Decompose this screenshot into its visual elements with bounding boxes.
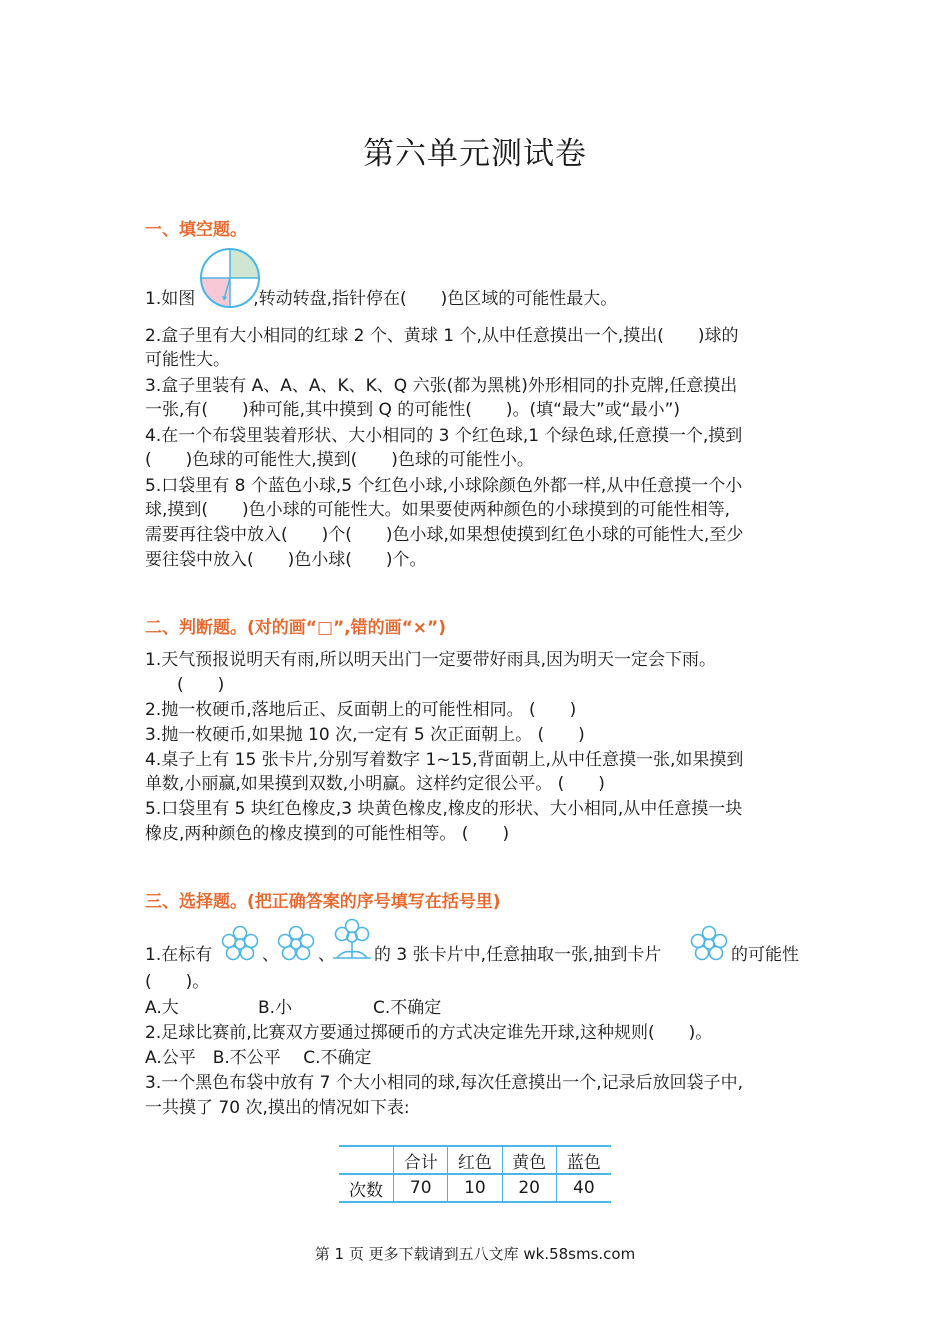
s3-q1-line2: ( )。 [145, 972, 210, 992]
flower-card-icon-2 [275, 924, 317, 962]
table-header-cell: 黄色 [502, 1146, 556, 1174]
table-header-cell: 蓝色 [556, 1146, 611, 1174]
section3-heading: 三、选择题。(把正确答案的序号填写在括号里) [145, 892, 501, 912]
s3-q1-option-c: C.不确定 [373, 998, 442, 1018]
section1-heading: 一、填空题。 [145, 220, 247, 240]
s2-line-8: 橡皮,两种颜色的橡皮摸到的可能性相等。 ( ) [145, 824, 510, 844]
table-cell: 40 [556, 1174, 611, 1202]
s1-question-4-line2: ( )色球的可能性大,摸到( )色球的可能性小。 [145, 450, 534, 470]
table-cell: 20 [502, 1174, 556, 1202]
s1-question-3-line1: 3.盒子里装有 A、A、A、K、K、Q 六张(都为黑桃)外形相同的扑克牌,任意摸出 [145, 376, 738, 396]
flower-card-icon-1 [219, 924, 261, 962]
s2-line-2: ( ) [160, 675, 225, 695]
s1-question-3-line2: 一张,有( )种可能,其中摸到 Q 的可能性( )。(填“最大”或“最小”) [145, 400, 681, 420]
table-cell: 次数 [339, 1174, 394, 1202]
s3-q2: 2.足球比赛前,比赛双方要通过掷硬币的方式决定谁先开球,这种规则( )。 [145, 1023, 713, 1043]
flower-card-icon-3 [688, 924, 730, 962]
s3-q1-option-a: A.大 [145, 998, 179, 1018]
s2-line-7: 5.口袋里有 5 块红色橡皮,3 块黄色橡皮,橡皮的形状、大小相同,从中任意摸一块 [145, 799, 743, 819]
s2-line-3: 2.抛一枚硬币,落地后正、反面朝上的可能性相同。 ( ) [145, 700, 577, 720]
s1-question-2-line1: 2.盒子里有大小相同的红球 2 个、黄球 1 个,从中任意摸出一个,摸出( )球的 [145, 326, 739, 346]
s1-q1-post: ,转动转盘,指针停在( )色区域的可能性最大。 [253, 289, 618, 309]
s1-question-2-line2: 可能性大。 [145, 350, 230, 370]
s1-question-5-line3: 需要再往袋中放入( )个( )色小球,如果想使摸到红色小球的可能性大,至少 [145, 525, 744, 545]
s3-q3-line2: 一共摸了 70 次,摸出的情况如下表: [145, 1098, 410, 1118]
table-header-cell [339, 1146, 394, 1174]
page-title: 第六单元测试卷 [363, 136, 587, 172]
spinner-icon [199, 247, 261, 309]
s3-q1-post: 的可能性 [731, 945, 799, 965]
s3-q3-line1: 3.一个黑色布袋中放有 7 个大小相同的球,每次任意摸出一个,记录后放回袋子中, [145, 1073, 744, 1093]
table-row [339, 1174, 611, 1202]
table-cell: 10 [448, 1174, 502, 1202]
s1-question-5-line1: 5.口袋里有 8 个蓝色小球,5 个红色小球,小球除颜色外都一样,从中任意摸一个小 [145, 476, 743, 496]
s3-q1-mid: 的 3 张卡片中,任意抽取一张,抽到卡片 [374, 945, 662, 965]
results-table [339, 1145, 611, 1203]
flower-stem-card-icon [331, 918, 373, 962]
s3-q1-option-b: B.小 [258, 998, 293, 1018]
table-cell: 70 [394, 1174, 448, 1202]
s1-q1-pre: 1.如图 [145, 289, 196, 309]
s3-q1-sep1: 、 [262, 945, 279, 965]
page-footer: 第 1 页 更多下载请到五八文库 wk.58sms.com [314, 1245, 636, 1263]
section2-heading: 二、判断题。(对的画“□”,错的画“×”) [145, 618, 446, 638]
s1-question-5-line4: 要往袋中放入( )色小球( )个。 [145, 550, 427, 570]
table-header-cell: 红色 [448, 1146, 502, 1174]
s2-line-4: 3.抛一枚硬币,如果抛 10 次,一定有 5 次正面朝上。 ( ) [145, 725, 585, 745]
table-header-row [339, 1146, 611, 1174]
s3-q1-sep2: 、 [318, 945, 335, 965]
s2-line-1: 1.天气预报说明天有雨,所以明天出门一定要带好雨具,因为明天一定会下雨。 [145, 650, 717, 670]
s3-q1-line1: 1.在标有 [145, 945, 213, 965]
s1-question-5-line2: 球,摸到( )色小球的可能性大。如果要使两种颜色的小球摸到的可能性相等, [145, 500, 731, 520]
s2-line-5: 4.桌子上有 15 张卡片,分别写着数字 1~15,背面朝上,从中任意摸一张,如果摸到 [145, 750, 744, 770]
s1-question-4-line1: 4.在一个布袋里装着形状、大小相同的 3 个红色球,1 个绿色球,任意摸一个,摸到 [145, 426, 743, 446]
s3-q2-options: A.公平 B.不公平 C.不确定 [145, 1048, 372, 1068]
s2-line-6: 单数,小丽赢,如果摸到双数,小明赢。这样约定很公平。 ( ) [145, 774, 605, 794]
table-header-cell: 合计 [394, 1146, 448, 1174]
